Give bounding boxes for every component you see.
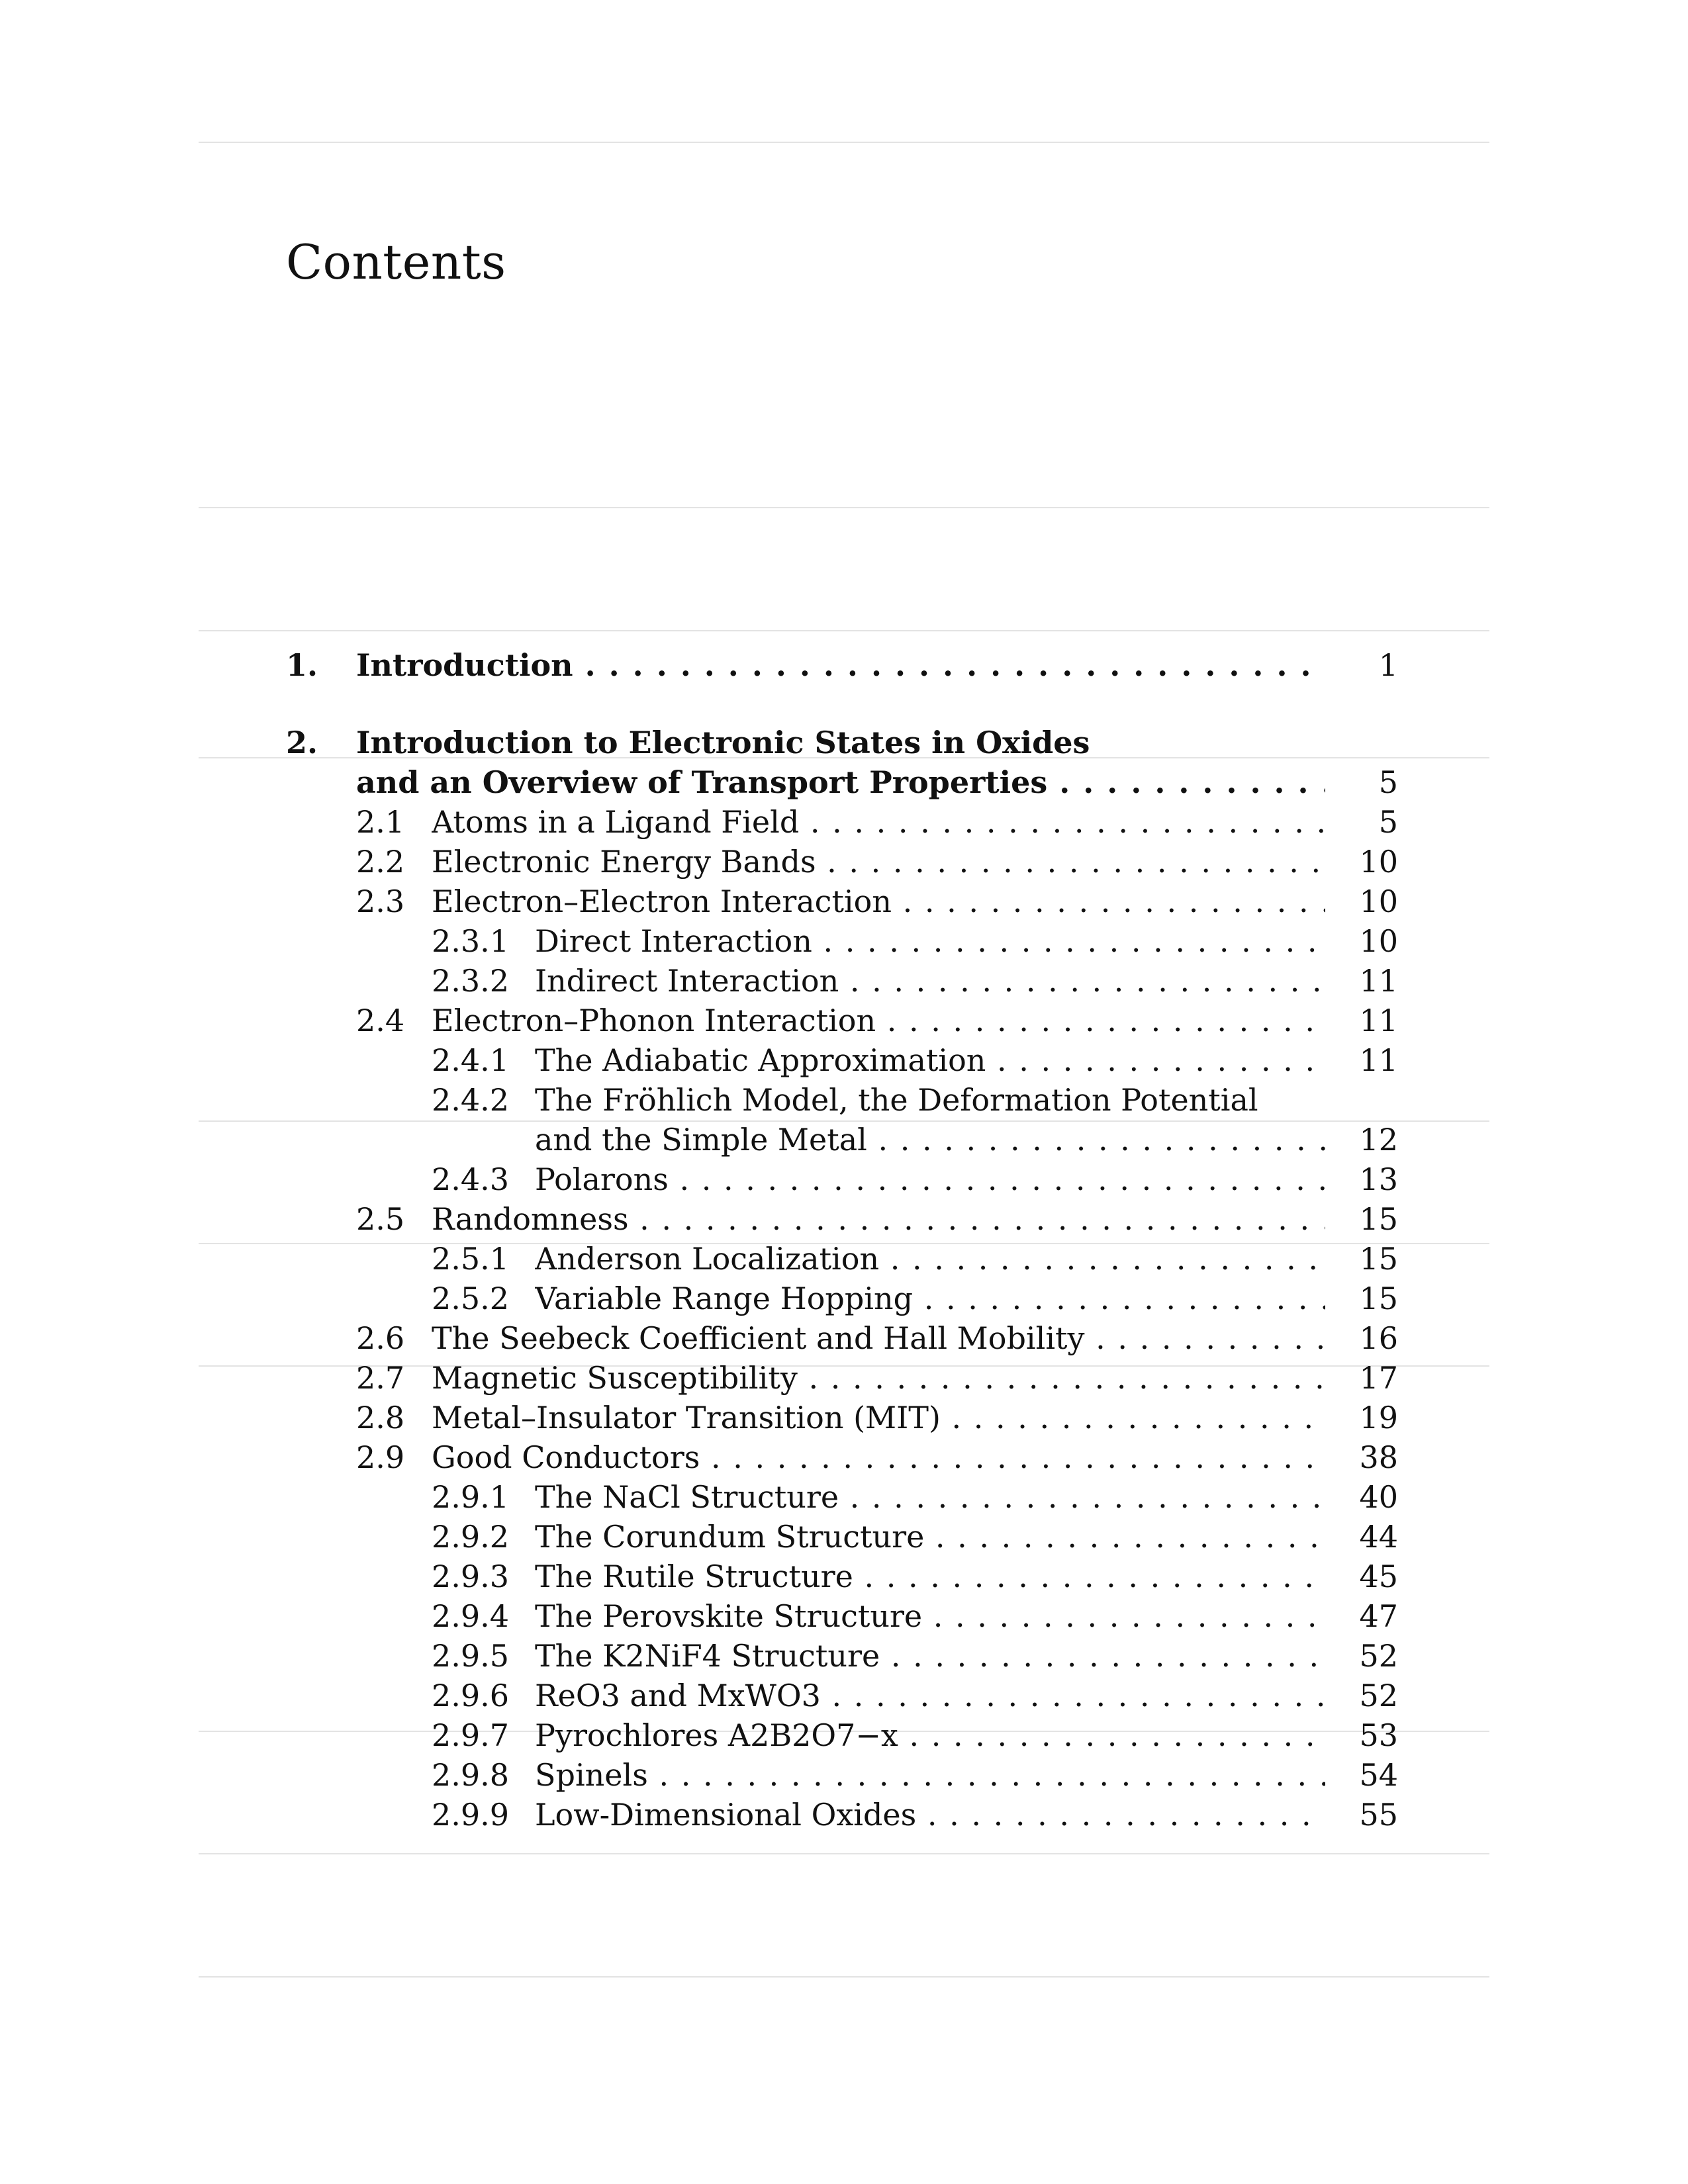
toc-entry[interactable] [286, 645, 1398, 685]
toc-entry[interactable] [286, 1279, 1398, 1318]
toc-entry-number: 2.4.2 [432, 1082, 510, 1118]
toc-entry-title: Low-Dimensional Oxides . . . [535, 1795, 1325, 1835]
toc-entry[interactable] [286, 1040, 1398, 1080]
toc-entry-number: 2.3 [356, 884, 405, 919]
toc-entry[interactable] [286, 1160, 1398, 1199]
toc-entry-number: 2. [286, 725, 318, 760]
toc-entry-title: Spinels . . . [535, 1755, 1325, 1795]
toc-entry[interactable] [286, 1199, 1398, 1239]
toc-entry-title: The Perovskite Structure . . . [535, 1596, 1325, 1636]
toc-entry[interactable] [286, 1636, 1398, 1676]
toc-entry[interactable] [286, 802, 1398, 842]
toc-entry-title: The Rutile Structure . . . [535, 1557, 1325, 1596]
divider-rule [199, 507, 1489, 508]
toc-entry[interactable] [286, 1001, 1398, 1040]
toc-entry-number: 2.5.1 [432, 1241, 510, 1277]
toc-entry-title: The Seebeck Coefficient and Hall Mobility . . . [432, 1318, 1325, 1358]
toc-entry-number: 2.1 [356, 804, 405, 840]
toc-entry-page: 15 [1359, 1241, 1398, 1277]
toc-entry-title: Electron–Phonon Interaction . . . [432, 1001, 1325, 1040]
toc-entry-number: 2.9.7 [432, 1717, 510, 1753]
toc-entry-number: 2.3.1 [432, 923, 510, 959]
toc-entry-number: 2.9.6 [432, 1678, 510, 1713]
toc-entry-title: Pyrochlores A2B2O7−x . . . [535, 1715, 1325, 1755]
toc-entry-title: Electron–Electron Interaction . . . [432, 882, 1325, 921]
toc-entry-title: The Fröhlich Model, the Deformation Potential [535, 1082, 1258, 1118]
toc-entry-page: 45 [1359, 1559, 1398, 1594]
toc-entry[interactable] [286, 1358, 1398, 1398]
toc-entry-page: 52 [1359, 1638, 1398, 1674]
toc-entry-title: The Corundum Structure . . . [535, 1517, 1325, 1557]
toc-entry-page: 13 [1359, 1161, 1398, 1197]
toc-entry-title: Atoms in a Ligand Field . . . [432, 802, 1325, 842]
toc-entry-title: Introduction . . . [356, 645, 1325, 685]
toc-entry-page: 1 [1378, 647, 1398, 683]
toc-entry[interactable] [286, 1080, 1398, 1120]
toc-entry-number: 2.9.5 [432, 1638, 510, 1674]
toc-entry-title: and an Overview of Transport Properties . . . [356, 762, 1325, 802]
toc-entry-title: Magnetic Susceptibility . . . [432, 1358, 1325, 1398]
toc-entry-number: 2.6 [356, 1320, 405, 1356]
toc-entry[interactable] [286, 1120, 1398, 1160]
toc-entry[interactable] [286, 1398, 1398, 1437]
toc-entry-title: The K2NiF4 Structure . . . [535, 1636, 1325, 1676]
toc-entry-page: 53 [1359, 1717, 1398, 1753]
toc-entry[interactable] [286, 1676, 1398, 1715]
toc-entry-title: The Adiabatic Approximation . . . [535, 1040, 1325, 1080]
divider-rule [199, 630, 1489, 631]
toc-entry-page: 10 [1359, 844, 1398, 880]
toc-entry-page: 11 [1359, 1042, 1398, 1078]
toc-entry-title: Indirect Interaction . . . [535, 961, 1325, 1001]
toc-entry-page: 17 [1359, 1360, 1398, 1396]
toc-entry[interactable] [286, 1755, 1398, 1795]
toc-entry-number: 2.9.2 [432, 1519, 510, 1555]
toc-entry[interactable] [286, 921, 1398, 961]
toc-entry-page: 15 [1359, 1281, 1398, 1316]
toc-entry-page: 19 [1359, 1400, 1398, 1435]
toc-entry-title: Good Conductors . . . [432, 1437, 1325, 1477]
toc-entry[interactable] [286, 723, 1398, 762]
toc-entry[interactable] [286, 1437, 1398, 1477]
toc-entry[interactable] [286, 1517, 1398, 1557]
toc-entry-page: 47 [1359, 1598, 1398, 1634]
toc-entry[interactable] [286, 961, 1398, 1001]
toc-entry-page: 12 [1359, 1122, 1398, 1158]
toc-entry-page: 11 [1359, 963, 1398, 999]
toc-entry[interactable] [286, 1596, 1398, 1636]
toc-entry-page: 40 [1359, 1479, 1398, 1515]
toc-entry[interactable] [286, 1239, 1398, 1279]
toc-entry-page: 52 [1359, 1678, 1398, 1713]
toc-entry-number: 2.7 [356, 1360, 405, 1396]
toc-entry-page: 16 [1359, 1320, 1398, 1356]
toc-entry-number: 1. [286, 647, 318, 683]
toc-entry-number: 2.9.1 [432, 1479, 510, 1515]
toc-entry-number: 2.4 [356, 1003, 405, 1038]
toc-entry-title: Direct Interaction . . . [535, 921, 1325, 961]
toc-entry-title: Electronic Energy Bands . . . [432, 842, 1325, 882]
toc-entry-title: The NaCl Structure . . . [535, 1477, 1325, 1517]
header-rule [199, 142, 1489, 143]
toc-entry[interactable] [286, 1795, 1398, 1835]
toc-entry-page: 10 [1359, 923, 1398, 959]
divider-rule [199, 1853, 1489, 1854]
toc-entry-number: 2.9.9 [432, 1797, 510, 1833]
toc-entry-number: 2.9.8 [432, 1757, 510, 1793]
toc-entry-number: 2.4.1 [432, 1042, 510, 1078]
toc-entry-page: 54 [1359, 1757, 1398, 1793]
toc-entry-page: 5 [1378, 764, 1398, 800]
toc-entry-number: 2.5 [356, 1201, 405, 1237]
toc-entry-title: Variable Range Hopping . . . [535, 1279, 1325, 1318]
toc-entry-title: Metal–Insulator Transition (MIT) . . . [432, 1398, 1325, 1437]
toc-entry-number: 2.9.4 [432, 1598, 510, 1634]
toc-entry-number: 2.9.3 [432, 1559, 510, 1594]
toc-entry-page: 15 [1359, 1201, 1398, 1237]
toc-entry[interactable] [286, 842, 1398, 882]
toc-entry[interactable] [286, 882, 1398, 921]
toc-entry-title: Polarons . . . [535, 1160, 1325, 1199]
toc-entry-number: 2.2 [356, 844, 405, 880]
toc-entry-number: 2.8 [356, 1400, 405, 1435]
toc-entry-page: 44 [1359, 1519, 1398, 1555]
toc-entry-number: 2.3.2 [432, 963, 510, 999]
footer-rule [199, 1976, 1489, 1978]
toc-entry-page: 38 [1359, 1439, 1398, 1475]
toc-entry-page: 55 [1359, 1797, 1398, 1833]
toc-entry-title: ReO3 and MxWO3 . . . [535, 1676, 1325, 1715]
toc-entry-number: 2.4.3 [432, 1161, 510, 1197]
toc-entry-title: and the Simple Metal . . . [535, 1120, 1325, 1160]
page-title: Contents [286, 234, 506, 291]
toc-entry-title: Randomness . . . [432, 1199, 1325, 1239]
toc-entry-page: 10 [1359, 884, 1398, 919]
toc-entry[interactable] [286, 1318, 1398, 1358]
toc-entry-title: Anderson Localization . . . [535, 1239, 1325, 1279]
toc-entry[interactable] [286, 762, 1398, 802]
toc-entry[interactable] [286, 1557, 1398, 1596]
toc-entry[interactable] [286, 1715, 1398, 1755]
toc-entry-page: 11 [1359, 1003, 1398, 1038]
toc-entry-page: 5 [1378, 804, 1398, 840]
toc-entry-number: 2.9 [356, 1439, 405, 1475]
toc-entry[interactable] [286, 1477, 1398, 1517]
toc-entry-title: Introduction to Electronic States in Oxides [356, 725, 1090, 760]
toc-entry-number: 2.5.2 [432, 1281, 510, 1316]
